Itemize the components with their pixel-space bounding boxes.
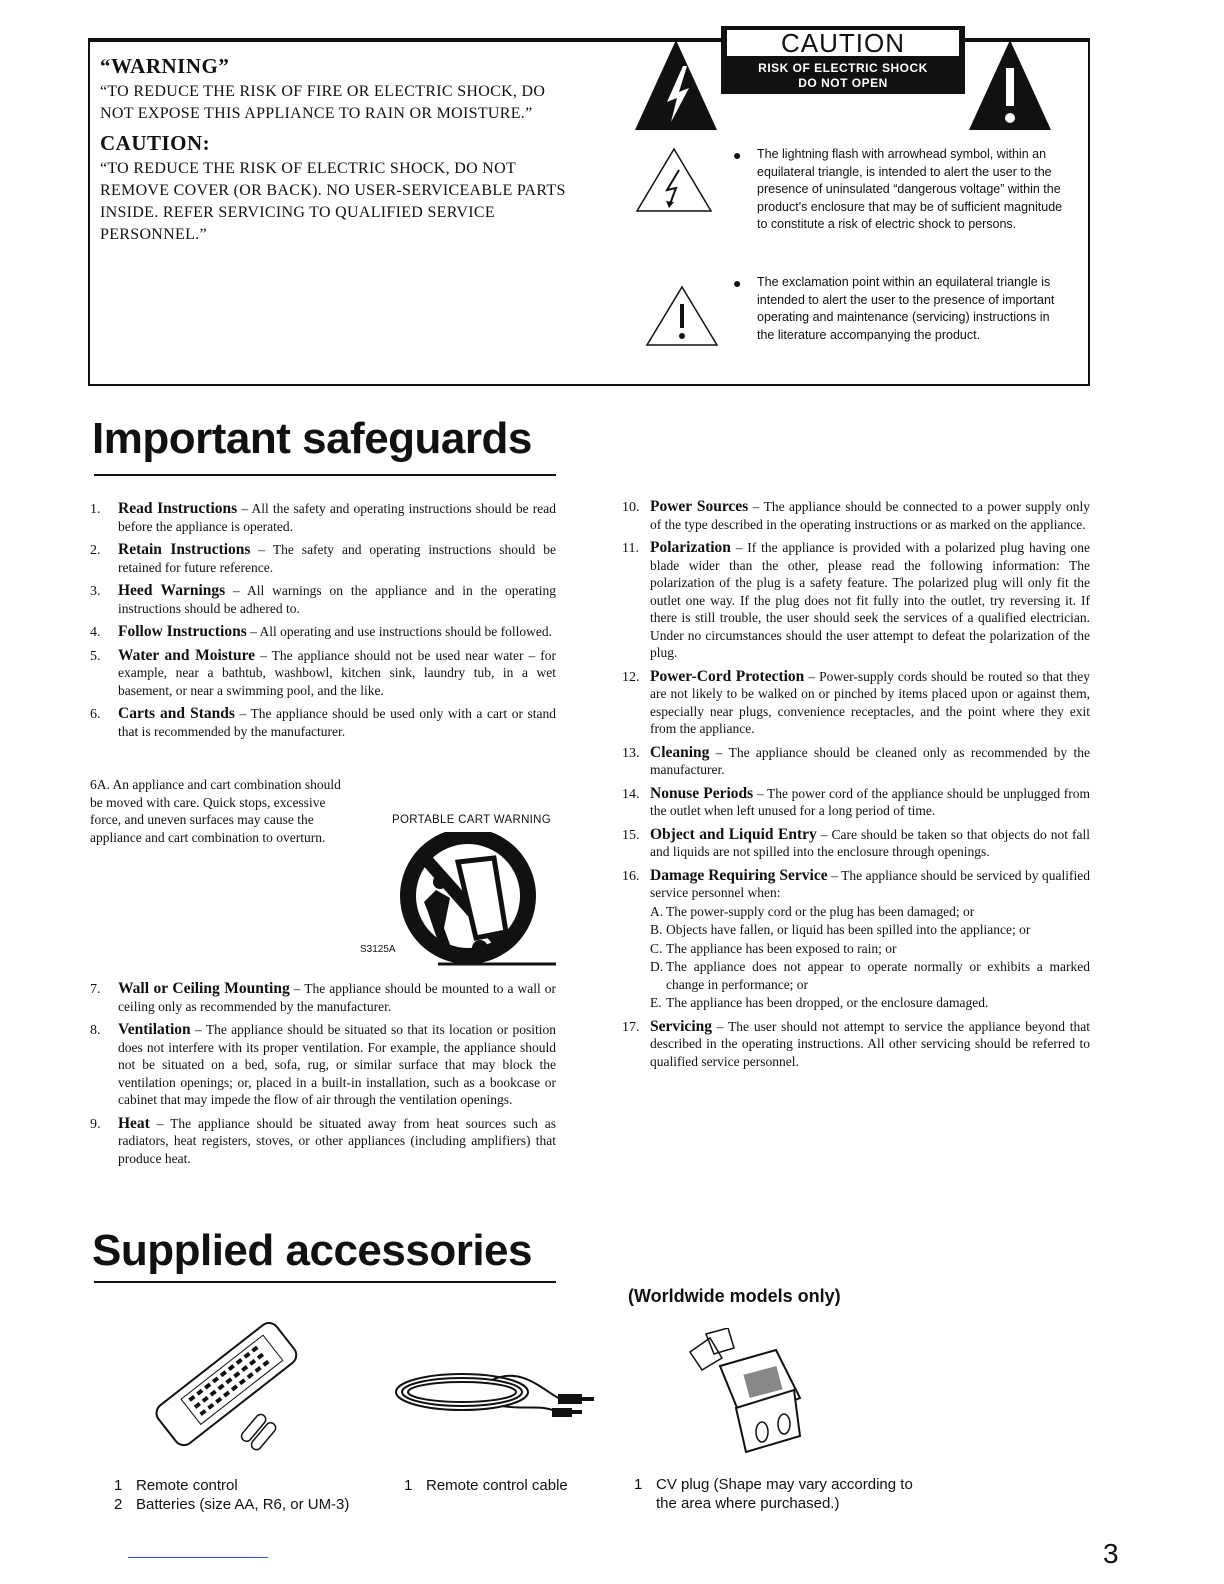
item-text: All the safety and operating instructions should be read before the appliance is operated. [118, 501, 556, 534]
list-item [622, 867, 1090, 1012]
item-separator: – [149, 1115, 171, 1131]
list-item [90, 500, 556, 535]
item-number: 10. [622, 500, 640, 515]
cv-plug-icon [676, 1328, 816, 1454]
item-separator: – [190, 1022, 206, 1037]
item-separator: – [289, 981, 305, 996]
list-item [90, 705, 556, 740]
lightning-warning-icon [633, 36, 719, 132]
cart-warning-label: PORTABLE CART WARNING [392, 814, 552, 826]
item-number: 6A. [90, 777, 110, 792]
plug-accessory-caption [634, 1475, 924, 1513]
item-separator: – [730, 540, 748, 555]
item-quantity: 2 [114, 1496, 123, 1513]
remote-accessory-caption [114, 1476, 414, 1514]
item-number: 15. [622, 827, 640, 843]
item-number: 1. [90, 502, 101, 517]
item-heading: Cleaning [650, 743, 710, 761]
caution-banner [629, 26, 1057, 134]
remote-control-icon [140, 1318, 312, 1452]
item-separator: – [234, 706, 251, 721]
item-number: 2. [90, 543, 101, 558]
sub-item-text: Objects have fallen, or liquid has been spilled into the appliance; or [666, 922, 1031, 937]
item-heading: Heed Warnings [118, 582, 226, 599]
sub-item-letter: E. [650, 995, 662, 1010]
sub-item-text: The appliance has been dropped, or the enclosure damaged. [666, 995, 989, 1010]
item-heading: Wall or Ceiling Mounting [118, 980, 290, 997]
item-heading: Read Instructions [118, 500, 238, 517]
item-text: The appliance should not be used near water – for example, near a bathtub, washbowl, kitchen sink, laundry tub, in a wet basement, or near a swimming pool, and the like. [118, 647, 556, 698]
sub-item-letter: C. [650, 940, 663, 956]
item-label: CV plug (Shape may vary according to the area where purchased.) [656, 1476, 913, 1512]
item-label: Batteries (size AA, R6, or UM-3) [136, 1496, 350, 1513]
list-item [90, 623, 556, 641]
item-text: The appliance should be mounted to a wall or ceiling only as recommended by the manufacturer. [118, 981, 556, 1014]
item-heading: Ventilation [118, 1021, 191, 1038]
item-heading: Water and Moisture [118, 646, 256, 664]
item-separator: – [827, 867, 842, 883]
item-separator: – [237, 501, 252, 516]
item-text: The appliance should be used only with a cart or stand that is recommended by the manufacturer. [118, 706, 556, 739]
sub-item-letter: D. [650, 959, 664, 974]
sub-item-letter: A. [650, 903, 664, 919]
item-text: The safety and operating instructions should be retained for future reference. [118, 542, 556, 575]
item-text: All warnings on the appliance and in the operating instructions should be adhered to. [118, 583, 556, 616]
item-text: The appliance should be cleaned only as recommended by the manufacturer. [650, 744, 1090, 777]
item-separator: – [748, 499, 764, 514]
item-heading: Follow Instructions [118, 623, 247, 640]
item-text: The user should not attempt to service the appliance beyond that described in the operating instructions. All other servicing should be referred to qualified service personnel. [650, 1018, 1090, 1069]
item-separator: – [255, 647, 272, 663]
sub-item [650, 994, 1090, 1012]
item-text: Care should be taken so that objects do not fall and liquids are not spilled into the enclosure through openings. [650, 826, 1091, 859]
warning-title: “WARNING” [100, 54, 230, 78]
item-text: The appliance should be connected to a power supply only of the type described in the operating instructions or as marked on the appliance. [650, 499, 1090, 532]
list-item [622, 539, 1090, 662]
item-heading: Retain Instructions [118, 541, 251, 558]
item-quantity: 1 [634, 1476, 643, 1493]
item-separator: – [804, 668, 820, 684]
accessories-title-rule [94, 1281, 556, 1283]
exclamation-explanation-text: The exclamation point within an equilateral triangle is intended to alert the user to the presence of important operating and maintenance (servicing) instructions in the literature accompanying the product. [757, 275, 1055, 342]
caution-banner-line2: DO NOT OPEN [798, 76, 888, 90]
item-text: The appliance should be situated away from heat sources such as radiators, heat registers, stoves, or other appliances (including amplifiers) that produce heat. [118, 1115, 556, 1166]
item-number: 17. [622, 1019, 640, 1035]
bullet-icon: ● [733, 147, 742, 163]
list-item [622, 826, 1090, 861]
item-heading: Polarization [650, 539, 731, 556]
bullet-icon: ● [733, 275, 742, 291]
caution-banner-line1: RISK OF ELECTRIC SHOCK [758, 61, 928, 75]
sub-item-text: The appliance does not appear to operate normally or exhibits a marked change in performance; or [666, 959, 1090, 992]
exclamation-warning-icon [967, 36, 1053, 132]
caution-banner-label [721, 26, 965, 94]
footer-rule [128, 1557, 268, 1558]
item-number: 5. [90, 648, 101, 664]
item-heading: Power-Cord Protection [650, 667, 805, 685]
item-heading: Damage Requiring Service [650, 866, 828, 884]
list-item [404, 1476, 624, 1495]
safeguards-title: Important safeguards [92, 414, 532, 463]
sub-item [650, 903, 1090, 921]
cable-accessory-caption [404, 1476, 624, 1495]
lightning-triangle-icon [634, 146, 714, 214]
exclamation-triangle-icon [644, 284, 720, 348]
item-heading: Object and Liquid Entry [650, 825, 817, 843]
cart-warning-item [90, 776, 350, 846]
safeguards-right-column [622, 498, 1090, 1076]
item-text: All operating and use instructions should be followed. [259, 624, 552, 639]
list-item [634, 1475, 924, 1513]
sub-item-text: The appliance has been exposed to rain; or [666, 940, 897, 956]
item-heading: Carts and Stands [118, 705, 235, 722]
item-number: 12. [622, 669, 640, 685]
item-label: Remote control [136, 1477, 238, 1494]
list-item [114, 1495, 414, 1514]
list-item [622, 744, 1090, 779]
worldwide-note: (Worldwide models only) [628, 1286, 841, 1306]
item-number: 3. [90, 584, 101, 599]
item-text: The power cord of the appliance should be unplugged from the outlet when left unused for a long period of time. [650, 785, 1090, 818]
safeguards-title-rule [94, 474, 556, 476]
list-item [622, 1018, 1090, 1071]
list-item [90, 1115, 556, 1168]
item-number: 11. [622, 541, 639, 556]
item-separator: – [246, 624, 260, 639]
sub-item [650, 940, 1090, 958]
item-heading: Heat [118, 1114, 150, 1132]
item-number: 16. [622, 868, 640, 884]
item-number: 13. [622, 745, 640, 761]
item-number: 6. [90, 707, 101, 722]
item-text: The appliance should be situated so that its location or position does not interfere with its proper ventilation. For example, the appliance should not be situated on a bed, sofa, rug, or similar surface that may block the ventilation openings; or, placed in a built-in installation, such as a bookcase or cabinet that may impede the flow of air through the ventilation openings. [118, 1022, 556, 1107]
safeguards-left-column [90, 500, 556, 746]
item-separator: – [712, 1018, 729, 1034]
sub-item [650, 958, 1090, 993]
list-item [90, 541, 556, 576]
item-separator: – [225, 583, 247, 598]
cart-warning-text: An appliance and cart combination should be moved with care. Quick stops, excessive force, and uneven surfaces may cause the appliance and cart combination to overturn. [90, 777, 341, 845]
list-item [90, 1021, 556, 1109]
item-separator: – [816, 826, 832, 842]
sub-item-letter: B. [650, 922, 663, 937]
item-quantity: 1 [404, 1477, 413, 1494]
list-item [622, 498, 1090, 533]
item-separator: – [709, 744, 729, 760]
remote-cable-icon [392, 1360, 598, 1430]
lightning-explanation-text: The lightning flash with arrowhead symbol, within an equilateral triangle, is intended to alert the user to the presence of uninsulated “dangerous voltage” within the product's enclosure that may be of sufficient magnitude to constitute a risk of electric shock to persons. [757, 147, 1063, 231]
list-item [90, 980, 556, 1015]
list-item [90, 582, 556, 617]
list-item [622, 668, 1090, 738]
item-quantity: 1 [114, 1477, 123, 1494]
caution-banner-word: CAUTION [725, 28, 961, 58]
sub-item-text: The power-supply cord or the plug has been damaged; or [666, 903, 975, 919]
caution-text: “TO REDUCE THE RISK OF ELECTRIC SHOCK, DO NOT REMOVE COVER (OR BACK). NO USER-SERVICEABLE PARTS INSIDE. REFER SERVICING TO QUALIFIED SERVICE PERSONNEL.” [100, 160, 566, 243]
caution-title: CAUTION: [100, 131, 211, 155]
item-number: 9. [90, 1116, 101, 1132]
sub-item [650, 921, 1090, 939]
item-heading: Power Sources [650, 498, 749, 515]
list-item [90, 647, 556, 700]
item-separator: – [250, 542, 273, 557]
warning-text: “TO REDUCE THE RISK OF FIRE OR ELECTRIC SHOCK, DO NOT EXPOSE THIS APPLIANCE TO RAIN OR MOISTURE.” [100, 83, 546, 122]
accessories-title: Supplied accessories [92, 1226, 532, 1275]
safeguards-left-column-lower [90, 980, 556, 1173]
item-separator: – [753, 785, 767, 801]
item-text: If the appliance is provided with a polarized plug having one blade wider than the other, please read the following information: The polarization of the plug is a safety feature. The polarized plug will only fit the outlet one way. If the plug does not fit fully into the outlet, try reversing it. If there is still trouble, the user should seek the services of a qualified electrician. Under no circumstances should the user attempt to defeat the polarization of the plug. [650, 540, 1090, 660]
cart-warning-code: S3125A [360, 944, 396, 955]
item-number: 14. [622, 786, 640, 802]
item-heading: Nonuse Periods [650, 784, 754, 802]
list-item [114, 1476, 414, 1495]
item-heading: Servicing [650, 1017, 712, 1035]
item-number: 4. [90, 625, 101, 640]
item-number: 7. [90, 982, 101, 997]
item-text: Power-supply cords should be routed so that they are not likely to be walked on or pinched by items placed upon or against them, especially near plugs, convenience receptacles, and the point where they exit from the appliance. [650, 668, 1091, 736]
warning-text-block [100, 54, 570, 246]
page-number: 3 [1103, 1538, 1119, 1569]
cart-warning-icon [398, 832, 558, 972]
list-item [622, 785, 1090, 820]
item-label: Remote control cable [426, 1477, 568, 1494]
item-text: The appliance should be serviced by qualified service personnel when: [650, 867, 1090, 900]
item-number: 8. [90, 1023, 101, 1038]
